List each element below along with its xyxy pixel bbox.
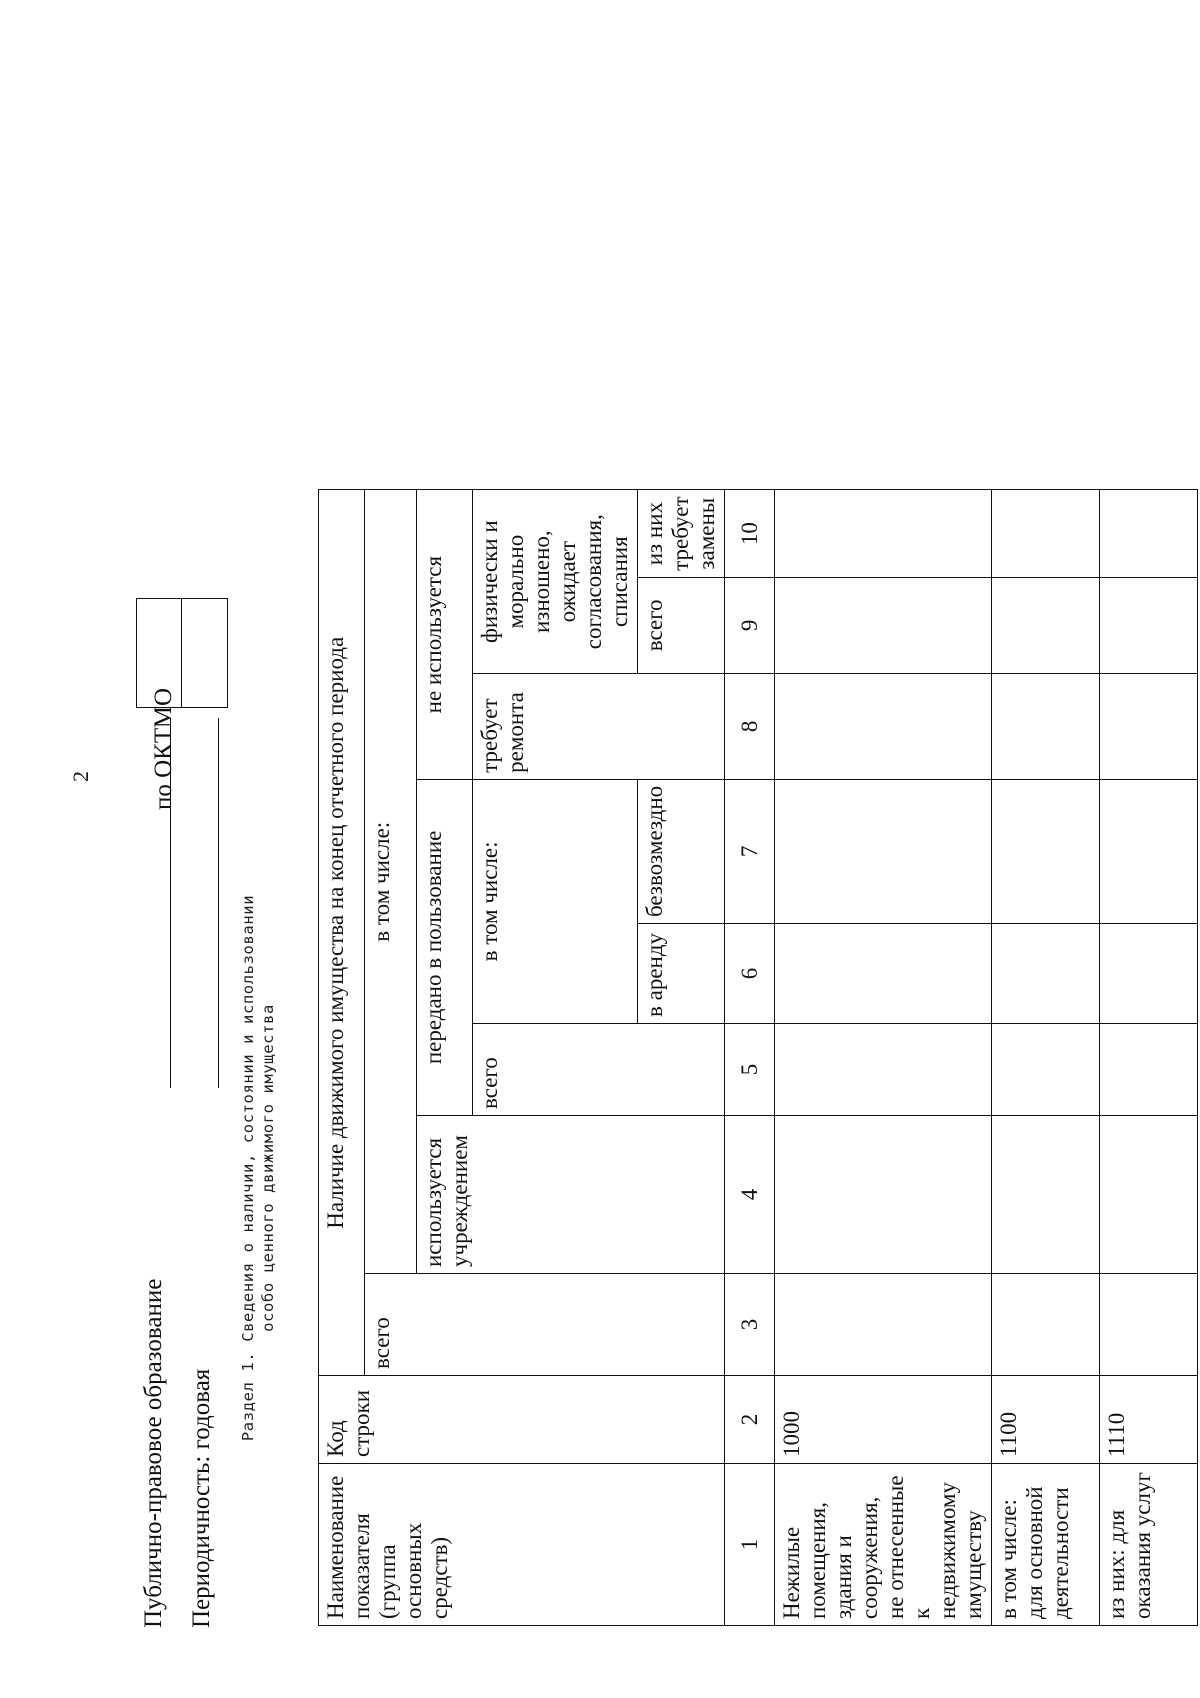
- header-needs-replacement: из них требует замены: [638, 490, 725, 577]
- row-code: 1000: [775, 1376, 992, 1464]
- header-needs-repair: требует ремонта: [473, 673, 725, 779]
- data-cell[interactable]: [775, 1024, 992, 1116]
- column-number: 5: [725, 1024, 775, 1116]
- header-including: в том числе:: [365, 490, 417, 1274]
- data-cell[interactable]: [1100, 1116, 1198, 1274]
- data-cell[interactable]: [1100, 924, 1198, 1024]
- data-cell[interactable]: [775, 1274, 992, 1376]
- periodicity-field-line: [218, 718, 219, 1088]
- header-used-by-institution: используется учреждением: [417, 1116, 725, 1274]
- data-cell[interactable]: [775, 779, 992, 923]
- section-title-line-2: особо ценного движимого имущества: [259, 1004, 277, 1332]
- column-number: 6: [725, 924, 775, 1024]
- header-free-of-charge: безвозмездно: [638, 779, 725, 923]
- header-transferred: передано в пользование: [417, 779, 473, 1115]
- movable-property-table: [318, 490, 1198, 1627]
- data-cell[interactable]: [992, 1274, 1100, 1376]
- data-cell[interactable]: [1100, 673, 1198, 779]
- data-cell[interactable]: [775, 673, 992, 779]
- table-row: [1100, 490, 1198, 1626]
- oktmo-code-box: [136, 598, 228, 708]
- header-indicator-name: Наименование показателя (группа основных средств): [319, 1464, 725, 1626]
- row-name: из них: для оказания услуг: [1100, 1464, 1198, 1626]
- column-number: 9: [725, 577, 775, 673]
- header-total: всего: [365, 1274, 725, 1376]
- row-name: в том числе: для основной деятельности: [992, 1464, 1100, 1626]
- column-number: 3: [725, 1274, 775, 1376]
- data-cell[interactable]: [1100, 779, 1198, 923]
- data-cell[interactable]: [1100, 490, 1198, 577]
- column-number: 8: [725, 673, 775, 779]
- data-cell[interactable]: [775, 577, 992, 673]
- section-title-line-1: Раздел 1. Сведения о наличии, состоянии и использовании: [239, 894, 257, 1442]
- section-title: [238, 728, 278, 1608]
- row-code: 1110: [1100, 1376, 1198, 1464]
- data-cell[interactable]: [992, 1024, 1100, 1116]
- column-number: 1: [725, 1464, 775, 1626]
- data-cell[interactable]: [775, 924, 992, 1024]
- data-cell[interactable]: [1100, 1024, 1198, 1116]
- header-worn-total: всего: [638, 577, 725, 673]
- data-cell[interactable]: [992, 1116, 1100, 1274]
- data-cell[interactable]: [992, 779, 1100, 923]
- column-number: 4: [725, 1116, 775, 1274]
- header-transferred-total: всего: [473, 1024, 725, 1116]
- data-cell[interactable]: [775, 490, 992, 577]
- public-entity-label: Публично-правовое образование: [140, 1278, 167, 1628]
- row-code: 1100: [992, 1376, 1100, 1464]
- data-cell[interactable]: [992, 673, 1100, 779]
- column-number: 2: [725, 1376, 775, 1464]
- header-rent: в аренду: [638, 924, 725, 1024]
- page-number: 2: [68, 771, 93, 782]
- periodicity-label: Периодичность: годовая: [188, 1368, 215, 1628]
- header-not-used: не используется: [417, 490, 473, 779]
- column-number: 10: [725, 490, 775, 577]
- row-name: Нежилые помещения, здания и сооружения, не отнесенные к недвижимому имуществу: [775, 1464, 992, 1626]
- table-row: [992, 490, 1100, 1626]
- data-cell[interactable]: [992, 490, 1100, 577]
- oktmo-label: по ОКТМО: [150, 687, 177, 810]
- header-row-code: Код строки: [319, 1376, 725, 1464]
- data-cell[interactable]: [1100, 1274, 1198, 1376]
- data-cell[interactable]: [775, 1116, 992, 1274]
- data-cell[interactable]: [992, 924, 1100, 1024]
- column-number: 7: [725, 779, 775, 923]
- header-transferred-including: в том числе:: [473, 779, 638, 1023]
- header-availability: Наличие движимого имущества на конец отчетного периода: [319, 490, 365, 1376]
- table-row: [775, 490, 992, 1626]
- data-cell[interactable]: [992, 577, 1100, 673]
- data-cell[interactable]: [1100, 577, 1198, 673]
- header-worn-out: физически и морально изношено, ожидает согласования, списания: [473, 490, 638, 673]
- oktmo-box-divider: [181, 599, 182, 707]
